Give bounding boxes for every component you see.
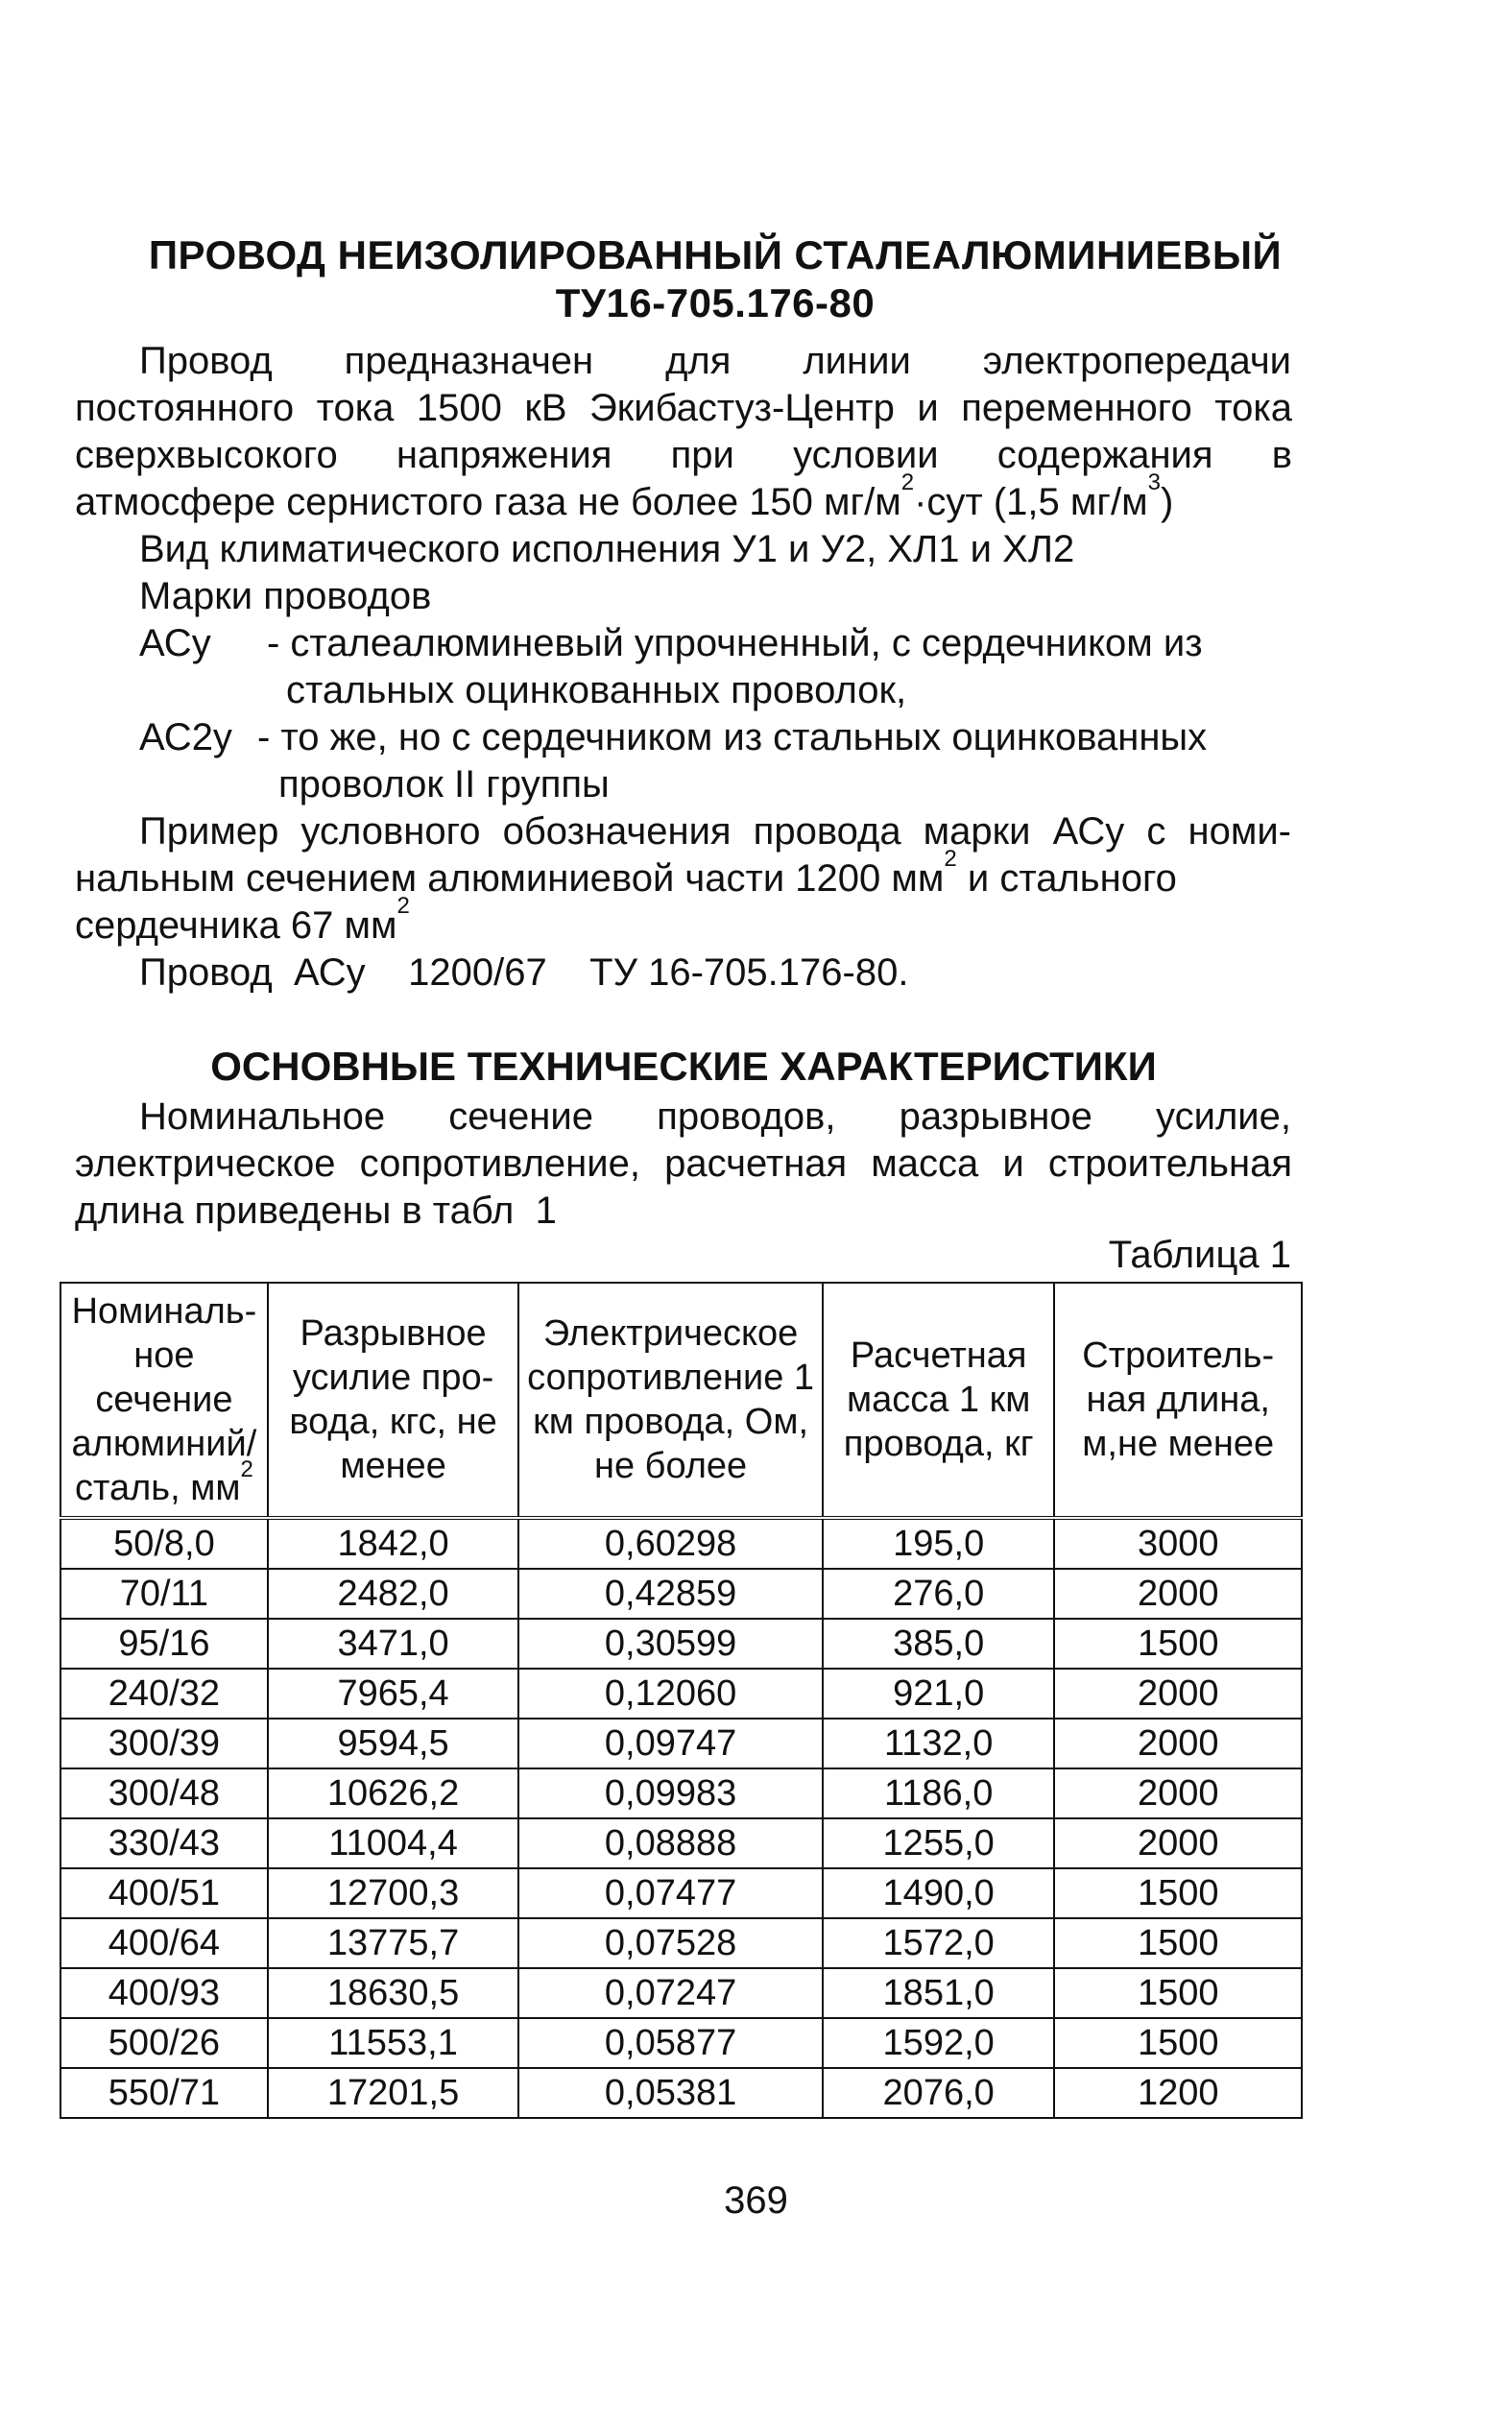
table-cell: 500/26 [60,2018,268,2068]
table-cell: 1132,0 [823,1719,1055,1768]
table-cell: 2000 [1054,1768,1302,1818]
table-cell: 300/39 [60,1719,268,1768]
table-cell: 385,0 [823,1619,1055,1669]
table-cell: 12700,3 [268,1868,518,1918]
section-text-line-2: электрическое сопротивление, расчетная масса и строительная [75,1142,1292,1185]
table-cell: 921,0 [823,1669,1055,1719]
table-cell: 0,30599 [518,1619,823,1669]
table-cell: 7965,4 [268,1669,518,1719]
table-cell: 13775,7 [268,1918,518,1968]
table-row [60,1968,1302,2018]
table-header-cell: Номиналь-ное сечение алюминий/ сталь, $мм^2$ [60,1283,268,1518]
table-row [60,1918,1302,1968]
table-cell: 1572,0 [823,1918,1055,1968]
page-number: 369 [724,2179,788,2222]
table-row [60,1868,1302,1918]
table-cell: 1490,0 [823,1868,1055,1918]
section-text-line-1: Номинальное сечение проводов, разрывное усилие, [139,1095,1291,1138]
table-cell: 0,09747 [518,1719,823,1768]
document-title: ПРОВОД НЕИЗОЛИРОВАННЫЙ СТАЛЕАЛЮМИНИЕВЫЙ [148,232,1283,277]
table-cell: 11553,1 [268,2018,518,2068]
table-cell: 0,05381 [518,2068,823,2118]
table-cell: 9594,5 [268,1719,518,1768]
table-header-cell: Расчетная масса 1 км провода, кг [823,1283,1055,1518]
table-cell: 0,09983 [518,1768,823,1818]
table-cell: 0,60298 [518,1518,823,1569]
table-row [60,1719,1302,1768]
table-row [60,2018,1302,2068]
mark-code: АСу [139,622,211,664]
table-cell: 1851,0 [823,1968,1055,2018]
table-header-cell: Строитель-ная длина, м,не менее [1054,1283,1302,1518]
table-body [60,1518,1302,2118]
intro-line-1: Провод предназначен для линии электропередачи [139,340,1291,382]
table-row [60,1569,1302,1619]
table-cell: 2000 [1054,1669,1302,1719]
table-cell: 0,07528 [518,1918,823,1968]
table-cell: 1592,0 [823,2018,1055,2068]
table-cell: 1842,0 [268,1518,518,1569]
table-cell: 2482,0 [268,1569,518,1619]
table-caption: Таблица 1 [1108,1234,1291,1276]
table-cell: 95/16 [60,1619,268,1669]
table-cell: 11004,4 [268,1818,518,1868]
section-title: ОСНОВНЫЕ ТЕХНИЧЕСКИЕ ХАРАКТЕРИСТИКИ [210,1044,1157,1089]
table-cell: 18630,5 [268,1968,518,2018]
table-row [60,1669,1302,1719]
document-standard-number: ТУ16-705.176-80 [555,280,876,325]
table-cell: 2000 [1054,1818,1302,1868]
table-cell: 0,05877 [518,2018,823,2068]
table-cell: 400/64 [60,1918,268,1968]
example-line-1: Пример условного обозначения провода марки АСу с номи- [139,810,1291,853]
example-designation: Провод АСу 1200/67 ТУ 16-705.176-80. [139,951,909,994]
table-cell: 0,12060 [518,1669,823,1719]
mark-description: - сталеалюминевый упрочненный, с сердечником из [267,622,1203,664]
table-cell: 0,07247 [518,1968,823,2018]
table-cell: 1500 [1054,1968,1302,2018]
table-row [60,1818,1302,1868]
table-cell: 400/93 [60,1968,268,2018]
table-cell: 1255,0 [823,1818,1055,1868]
table-cell: 1500 [1054,1619,1302,1669]
table-header-cell: Разрывное усилие про-вода, кгс, не менее [268,1283,518,1518]
specifications-table [60,1282,1303,2119]
table-cell: 195,0 [823,1518,1055,1569]
table-cell: 2000 [1054,1719,1302,1768]
mark-description: - то же, но с сердечником из стальных оцинкованных [257,716,1208,758]
table-cell: 400/51 [60,1868,268,1918]
table-cell: 70/11 [60,1569,268,1619]
intro-line-3: сверхвысокого напряжения при условии содержания в [75,434,1292,476]
intro-line-4: атмосфере сернистого газа не более 150 $мг/м^2\cdot сут$ (1,5 $мг/м^3$) [75,469,1174,523]
table-cell: 2000 [1054,1569,1302,1619]
table-cell: 550/71 [60,2068,268,2118]
table-cell: 10626,2 [268,1768,518,1818]
table-cell: 50/8,0 [60,1518,268,1569]
table-cell: 0,42859 [518,1569,823,1619]
table-cell: 3471,0 [268,1619,518,1669]
table-cell: 1500 [1054,1918,1302,1968]
example-line-2: нальным сечением алюминиевой части 1200 $мм^2$ и стального [75,846,1177,900]
table-cell: 3000 [1054,1518,1302,1569]
example-line-3: сердечника 67 $мм^2$ [75,893,410,947]
table-header-row [60,1283,1302,1518]
table-header-cell: Электрическое сопротивление 1 км провода, Ом, не более [518,1283,823,1518]
table-cell: 1500 [1054,2018,1302,2068]
table-row [60,1619,1302,1669]
table-cell: 276,0 [823,1569,1055,1619]
climate-text: Вид климатического исполнения У1 и У2, ХЛ1 и ХЛ2 [139,528,1075,570]
table-cell: 300/48 [60,1768,268,1818]
intro-line-2: постоянного тока 1500 кВ Экибастуз-Центр и переменного тока [75,387,1292,429]
table-cell: 1186,0 [823,1768,1055,1818]
table-cell: 1500 [1054,1868,1302,1918]
table-cell: 17201,5 [268,2068,518,2118]
table-row [60,1518,1302,1569]
table-row [60,2068,1302,2118]
table-cell: 0,07477 [518,1868,823,1918]
table-cell: 0,08888 [518,1818,823,1868]
table-cell: 1200 [1054,2068,1302,2118]
table-cell: 330/43 [60,1818,268,1868]
table-cell: 240/32 [60,1669,268,1719]
table-cell: 2076,0 [823,2068,1055,2118]
mark-description: стальных оцинкованных проволок, [286,669,907,711]
table-row [60,1768,1302,1818]
section-text-line-3: длина приведены в табл 1 [75,1190,557,1232]
marks-heading: Марки проводов [139,575,432,617]
mark-description: проволок II группы [278,763,610,806]
mark-code: АС2у [139,716,232,758]
